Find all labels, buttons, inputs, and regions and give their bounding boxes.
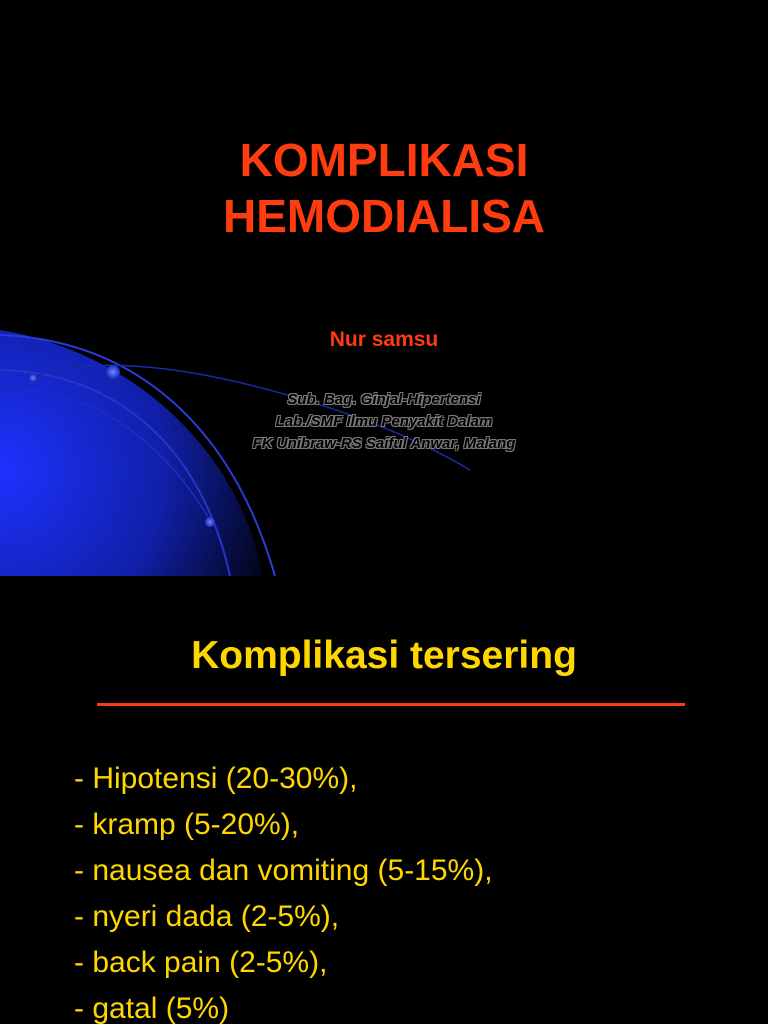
- affiliation-line: Sub. Bag. Ginjal-Hipertensi: [287, 391, 481, 408]
- affiliation-line: FK Unibraw-RS Saiful Anwar, Malang: [252, 435, 516, 452]
- list-item: - back pain (2-5%),: [74, 946, 328, 979]
- glow-dot: [106, 365, 120, 379]
- affiliation-block: [0, 389, 768, 455]
- author-name: Nur samsu: [329, 328, 439, 351]
- slide-title-line: HEMODIALISA: [223, 190, 545, 242]
- list-item: - Hipotensi (20-30%),: [74, 762, 358, 795]
- glow-dot: [29, 374, 37, 382]
- slide-title: [0, 132, 768, 244]
- complication-list: [74, 756, 493, 1024]
- affiliation-line: Lab./SMF Ilmu Penyakit Dalam: [275, 413, 493, 430]
- list-item: - gatal (5%): [74, 992, 230, 1024]
- list-item: - nausea dan vomiting (5-15%),: [74, 854, 493, 887]
- glow-dot: [205, 517, 215, 527]
- list-item: - nyeri dada (2-5%),: [74, 900, 340, 933]
- list-item: - kramp (5-20%),: [74, 808, 300, 841]
- heading-divider: [97, 703, 685, 706]
- slide-heading: Komplikasi tersering: [191, 634, 577, 677]
- slide-title-line: KOMPLIKASI: [239, 134, 529, 186]
- content-slide: [0, 576, 768, 1024]
